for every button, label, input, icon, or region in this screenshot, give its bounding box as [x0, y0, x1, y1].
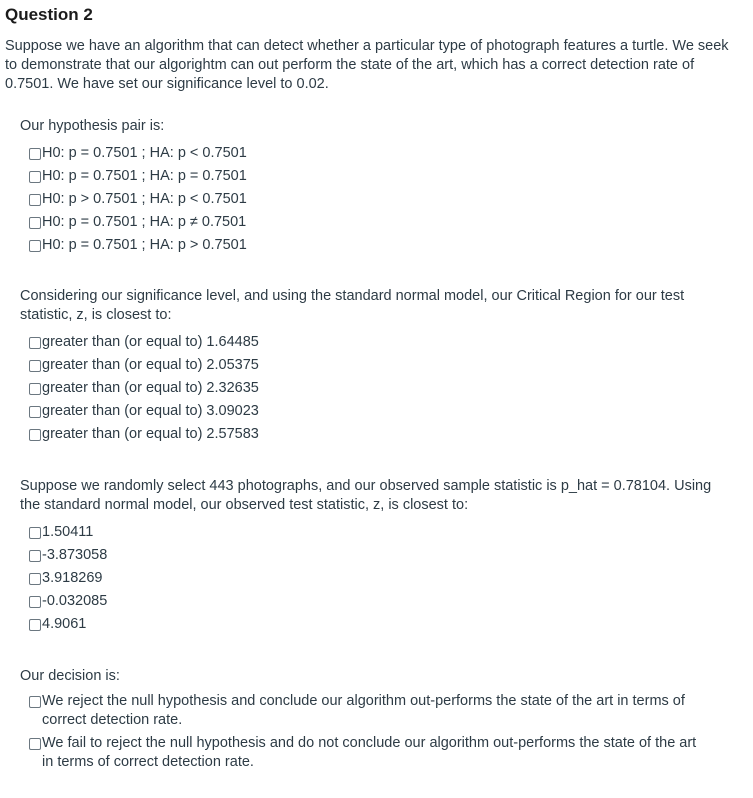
decision-option[interactable]: We reject the null hypothesis and conclude our algorithm out-performs the state of the art in terms of correct detection rate. [29, 692, 709, 730]
checkbox[interactable] [29, 240, 41, 252]
critical-region-option[interactable]: greater than (or equal to) 2.57583 [29, 423, 730, 446]
critical-region-option[interactable]: greater than (or equal to) 1.64485 [29, 331, 730, 354]
checkbox[interactable] [29, 527, 41, 539]
test-statistic-option[interactable]: 3.918269 [29, 567, 730, 590]
critical-region-prompt: Considering our significance level, and using the standard normal model, our Critical Region for our test statistic, z, is closest to: [20, 288, 685, 323]
test-statistic-option[interactable]: -3.873058 [29, 544, 730, 567]
critical-region-option[interactable]: greater than (or equal to) 2.32635 [29, 377, 730, 400]
test-statistic-option[interactable]: 1.50411 [29, 521, 730, 544]
checkbox[interactable] [29, 406, 41, 418]
decision-option[interactable]: We fail to reject the null hypothesis and do not conclude our algorithm out-performs the state of the art in terms of correct detection rate. [29, 734, 709, 772]
checkbox[interactable] [29, 383, 41, 395]
hypothesis-section [20, 117, 730, 257]
checkbox[interactable] [29, 337, 41, 349]
checkbox[interactable] [29, 194, 41, 206]
question-intro: Suppose we have an algorithm that can detect whether a particular type of photograph features a turtle. We seek to demonstrate that our algorightm can out perform the state of the art, which has a correct detection rate of 0.7501. We have set our significance level to 0.02. [5, 38, 729, 92]
decision-section [20, 667, 730, 776]
hypothesis-prompt: Our hypothesis pair is: [20, 118, 165, 134]
hypothesis-option[interactable]: H0: p > 0.7501 ; HA: p < 0.7501 [29, 188, 730, 211]
checkbox[interactable] [29, 573, 41, 585]
checkbox[interactable] [29, 696, 41, 708]
test-statistic-option[interactable]: 4.9061 [29, 613, 730, 636]
checkbox[interactable] [29, 596, 41, 608]
checkbox[interactable] [29, 171, 41, 183]
checkbox[interactable] [29, 148, 41, 160]
critical-region-section [20, 287, 730, 446]
checkbox[interactable] [29, 738, 41, 750]
checkbox[interactable] [29, 550, 41, 562]
decision-prompt: Our decision is: [20, 668, 120, 684]
hypothesis-option[interactable]: H0: p = 0.7501 ; HA: p = 0.7501 [29, 165, 730, 188]
critical-region-option[interactable]: greater than (or equal to) 3.09023 [29, 400, 730, 423]
test-statistic-section [20, 477, 730, 636]
hypothesis-option[interactable]: H0: p = 0.7501 ; HA: p < 0.7501 [29, 142, 730, 165]
test-statistic-option[interactable]: -0.032085 [29, 590, 730, 613]
question-title: Question 2 [5, 5, 93, 24]
checkbox[interactable] [29, 217, 41, 229]
hypothesis-option[interactable]: H0: p = 0.7501 ; HA: p ≠ 0.7501 [29, 211, 730, 234]
critical-region-option[interactable]: greater than (or equal to) 2.05375 [29, 354, 730, 377]
test-statistic-prompt: Suppose we randomly select 443 photographs, and our observed sample statistic is p_hat = 0.78104. Using the standard normal model, our observed test statistic, z, is closest to: [20, 478, 712, 513]
hypothesis-option[interactable]: H0: p = 0.7501 ; HA: p > 0.7501 [29, 234, 730, 257]
checkbox[interactable] [29, 360, 41, 372]
checkbox[interactable] [29, 429, 41, 441]
checkbox[interactable] [29, 619, 41, 631]
